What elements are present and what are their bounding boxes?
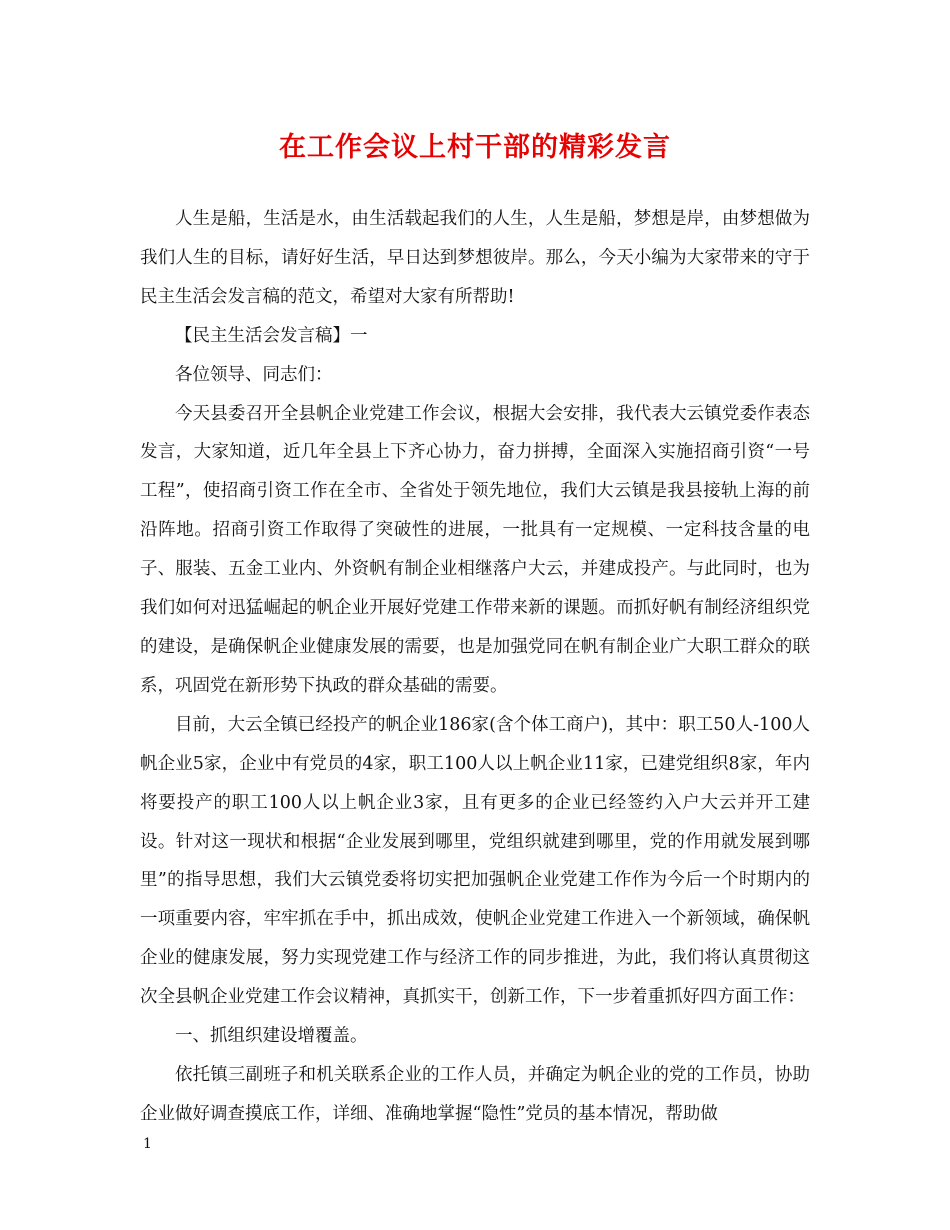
page-number: 1 [143,1136,152,1152]
document-body [140,200,810,1134]
paragraph-point-one-heading: 一、抓组织建设增覆盖。 [175,1026,368,1047]
document-title: 在工作会议上村干部的精彩发言 [279,132,671,163]
paragraph-background: 今天县委召开全县帆企业党建工作会议，根据大会安排，我代表大云镇党委作表态发言，大家知道，近几年全县上下齐心协力，奋力拼搏，全面深入实施招商引资“一号工程”，使招商引资工作在全市、全省处于领先地位，我们大云镇是我县接轨上海的前沿阵地。招商引资工作取得了突破性的进展，一批具有一定规模、一定科技含量的电子、服装、五金工业内、外资帆有制企业相继落户大云，并建成投产。与此同时，也为我们如何对迅猛崛起的帆企业开展好党建工作带来新的课题。而抓好帆有制经济组织党的建设，是确保帆企业健康发展的需要，也是加强党同在帆有制企业广大职工群众的联系，巩固党在新形势下执政的群众基础的需要。 [140,403,810,696]
paragraph-current-status: 目前，大云全镇已经投产的帆企业186家(含个体工商户)，其中：职工50人-100人帆企业5家，企业中有党员的4家，职工100人以上帆企业11家，已建党组织8家，年内将要投产的职工100人以上帆企业3家，且有更多的企业已经签约入户大云并开工建设。针对这一现状和根据“企业发展到哪里，党组织就建到哪里，党的作用就发展到哪里”的指导思想，我们大云镇党委将切实把加强帆企业党建工作作为今后一个时期内的一项重要内容，牢牢抓在手中，抓出成效，使帆企业党建工作进入一个新领域，确保帆企业的健康发展，努力实现党建工作与经济工作的同步推进，为此，我们将认真贯彻这次全县帆企业党建工作会议精神，真抓实干，创新工作，下一步着重抓好四方面工作： [140,714,810,1008]
paragraph-section-heading: 【民主生活会发言稿】一 [175,325,368,346]
paragraph-intro: 人生是船，生活是水，由生活载起我们的人生，人生是船，梦想是岸，由梦想做为我们人生的目标，请好好生活，早日达到梦想彼岸。那么，今天小编为大家带来的守于民主生活会发言稿的范文，希望对大家有所帮助! [140,209,810,307]
paragraph-salutation: 各位领导、同志们： [175,364,333,385]
paragraph-point-one-body: 依托镇三副班子和机关联系企业的工作人员，并确定为帆企业的党的工作员，协助企业做好调查摸底工作，详细、准确地掌握“隐性”党员的基本情况，帮助做 [140,1064,810,1124]
